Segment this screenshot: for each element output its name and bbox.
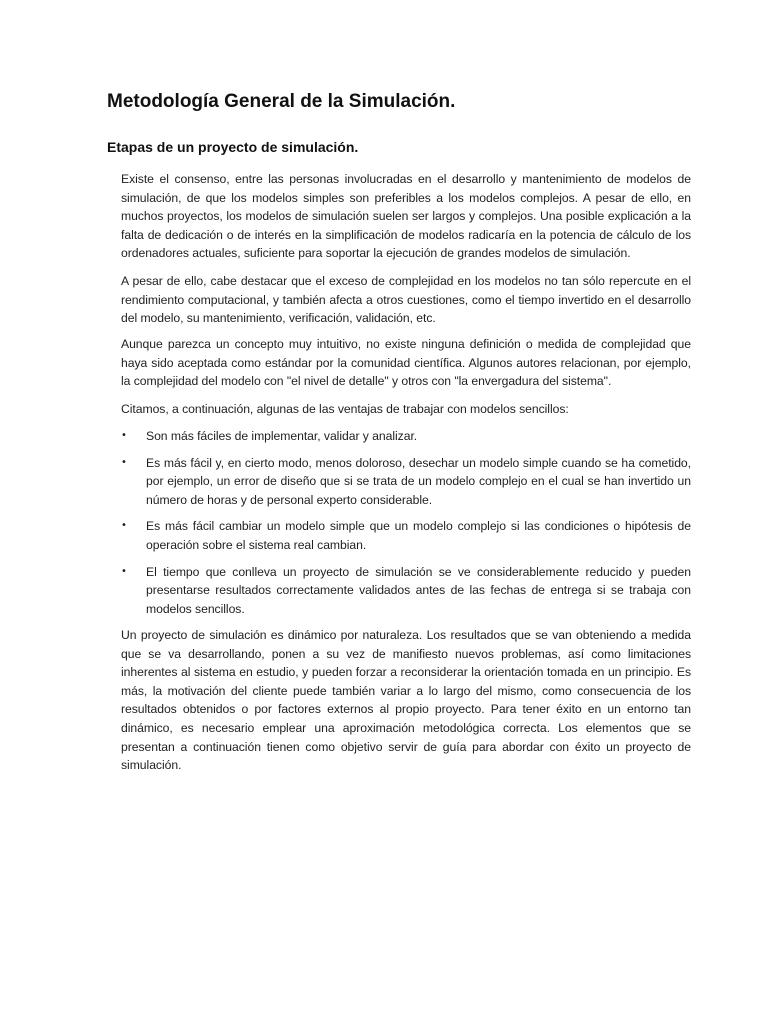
paragraph-dynamic-project: Un proyecto de simulación es dinámico por naturaleza. Los resultados que se van obteniendo a medida que se va desarrollando, ponen a su vez de manifiesto nuevos problemas, así como limitaciones inherentes al sistema en estudio, y pueden forzar a reconsiderar la orientación tomada en un principio. Es más, la motivación del cliente puede también variar a lo largo del mismo, como consecuencia de los resultados obtenidos o por factores externos al propio proyecto. Para tener éxito en un entorno tan dinámico, es necesario emplear una aproximación metodológica correcta. Los elementos que se presentan a continuación tienen como objetivo servir de guía para abordar con éxito un proyecto de simulación. — [121, 628, 691, 773]
section-subtitle: Etapas de un proyecto de simulación. — [107, 139, 359, 155]
paragraph-complexity-definition: Aunque parezca un concepto muy intuitivo, no existe ninguna definición o medida de complejidad que haya sido aceptada como estándar por la comunidad científica. Algunos autores relacionan, por ejemplo, la complejidad del modelo con "el nivel de detalle" y otros con "la envergadura del sistema". — [121, 337, 691, 389]
bullet-icon: • — [121, 565, 127, 577]
list-item — [121, 454, 691, 510]
list-item-text: Es más fácil cambiar un modelo simple que un modelo complejo si las condiciones o hipótesis de operación sobre el sistema real cambian. — [146, 519, 691, 552]
paragraph-consensus: Existe el consenso, entre las personas involucradas en el desarrollo y mantenimiento de modelos de simulación, de que los modelos simples son preferibles a los modelos complejos. A pesar de ello, en muchos proyectos, los modelos de simulación suelen ser largos y complejos. Una posible explicación a la falta de dedicación o de interés en la simplificación de modelos radicaría en la potencia de cálculo de los ordenadores actuales, suficiente para soportar la ejecución de grandes modelos de simulación. — [121, 172, 691, 261]
list-item-text: Es más fácil y, en cierto modo, menos doloroso, desechar un modelo simple cuando se ha cometido, por ejemplo, un error de diseño que si se trata de un modelo complejo en el cual se han invertido un número de horas y de personal experto considerable. — [146, 455, 691, 507]
list-item — [121, 563, 691, 619]
advantages-list — [121, 427, 691, 626]
list-item — [121, 517, 691, 554]
document-title: Metodología General de la Simulación. — [107, 91, 456, 112]
bullet-icon: • — [121, 430, 127, 441]
list-item-text: El tiempo que conlleva un proyecto de simulación se ve considerablemente reducido y pueden presentarse resultados correctamente validados antes de las fechas de entrega si se trabaja con modelos sencillos. — [146, 564, 691, 616]
bullet-icon: • — [121, 456, 127, 468]
list-item-text: Son más fáciles de implementar, validar y analizar. — [146, 429, 418, 443]
paragraph-complexity-impact: A pesar de ello, cabe destacar que el exceso de complejidad en los modelos no tan sólo repercute en el rendimiento computacional, y también afecta a otros cuestiones, como el tiempo invertido en el desarrollo del modelo, su mantenimiento, verificación, validación, etc. — [121, 274, 691, 326]
bullet-icon: • — [121, 520, 127, 532]
list-item — [121, 427, 691, 446]
paragraph-advantages-intro: Citamos, a continuación, algunas de las ventajas de trabajar con modelos sencillos: — [121, 402, 569, 416]
